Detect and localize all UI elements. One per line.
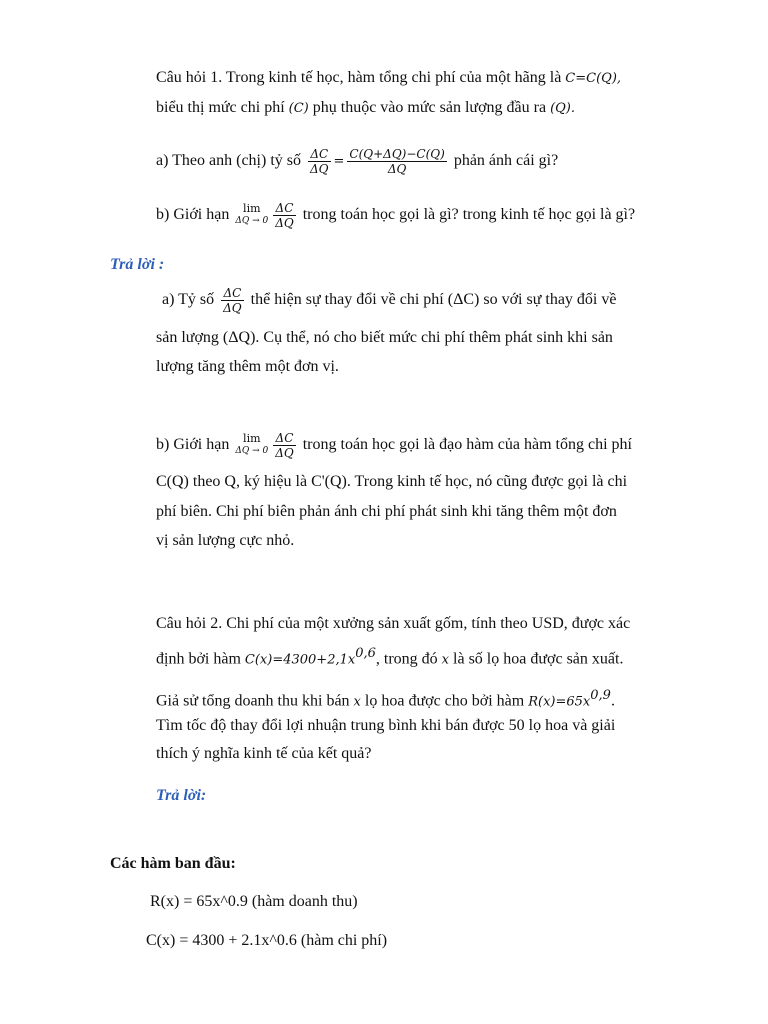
answer1-a-pre: a) Tỷ số xyxy=(162,291,219,308)
answer1-b-line1 xyxy=(156,428,632,462)
q2-line2-var: x xyxy=(441,652,450,668)
q2-line2-post: là số lọ hoa được sản xuất. xyxy=(449,650,624,668)
q2-line3-pre: Giả sử tổng doanh thu khi bán xyxy=(156,692,354,710)
answer1-a-denominator: ΔQ xyxy=(223,300,242,315)
q2-line2-mid: , trong đó xyxy=(375,650,442,668)
q1-line1 xyxy=(156,68,621,89)
q1-part-b-tail: trong toán học gọi là gì? trong kinh tế học gọi là gì? xyxy=(298,206,636,223)
q1-limit-numerator: ΔC xyxy=(273,201,296,216)
answer1-a-line3: lượng tăng thêm một đơn vị. xyxy=(156,358,339,375)
q1-ratio-numerator: ΔC xyxy=(308,147,331,162)
functions-heading: Các hàm ban đầu: xyxy=(110,855,236,872)
q1-cost-function: C=C(Q), xyxy=(565,71,622,86)
q1-part-a-text: a) Theo anh (chị) tỷ số xyxy=(156,152,305,169)
q2-revenue-function: R(x)=65x xyxy=(528,694,591,710)
cost-function: C(x) = 4300 + 2.1x^0.6 (hàm chi phí) xyxy=(146,932,388,949)
q2-line3-post: . xyxy=(610,692,615,710)
answer1-a-post: thể hiện sự thay đổi về chi phí (ΔC) so với sự thay đổi về xyxy=(246,291,617,308)
q1-limit-fraction xyxy=(273,201,296,230)
q1-line2-text-b: phụ thuộc vào mức sản lượng đầu ra xyxy=(308,99,551,116)
answer1-a-line2: sản lượng (ΔQ). Cụ thể, nó cho biết mức chi phí thêm phát sinh khi sản xyxy=(156,329,613,346)
q1-line1-text: Câu hỏi 1. Trong kinh tế học, hàm tổng chi phí của một hãng là xyxy=(156,69,566,86)
answer1-b-denominator: ΔQ xyxy=(275,445,294,460)
q1-limit-bottom: ΔQ → 0 xyxy=(235,216,269,227)
q1-ratio-fraction xyxy=(308,147,331,176)
answer1-b-post: trong toán học gọi là đạo hàm của hàm tổng chi phí xyxy=(298,436,632,453)
answer1-b-pre: b) Giới hạn xyxy=(156,436,234,453)
q2-line4: Tìm tốc độ thay đổi lợi nhuận trung bình khi bán được 50 lọ hoa và giải xyxy=(156,717,616,734)
answer1-label: Trả lời : xyxy=(110,256,165,273)
answer1-a-fraction xyxy=(221,286,244,315)
answer2-label: Trả lời: xyxy=(156,787,207,804)
q1-line2 xyxy=(156,98,575,119)
q1-difference-fraction xyxy=(347,147,446,176)
q2-line2 xyxy=(156,644,623,670)
q1-ratio-denominator: ΔQ xyxy=(310,161,329,176)
q2-line3-var: x xyxy=(353,694,361,710)
q2-line2-pre: định bởi hàm xyxy=(156,650,245,668)
q1-line2-math-q: (Q). xyxy=(550,101,575,116)
q1-limit-top: lim xyxy=(243,202,261,216)
answer1-b-line4: vị sản lượng cực nhỏ. xyxy=(156,532,295,549)
q1-equals: = xyxy=(333,154,345,169)
answer1-b-limit-top: lim xyxy=(243,432,261,446)
answer1-a-numerator: ΔC xyxy=(221,286,244,301)
q1-part-b-text: b) Giới hạn xyxy=(156,206,234,223)
q1-difference-numerator: C(Q+ΔQ)−C(Q) xyxy=(349,146,445,161)
answer1-b-limit-bottom: ΔQ → 0 xyxy=(235,446,269,457)
q1-limit xyxy=(235,203,268,227)
q1-line2-text-a: biểu thị mức chi phí xyxy=(156,99,289,116)
answer1-b-fraction xyxy=(273,431,296,460)
answer1-b-line2: C(Q) theo Q, ký hiệu là C'(Q). Trong kinh tế học, nó cũng được gọi là chi xyxy=(156,473,628,490)
q2-revenue-exponent: 0,9 xyxy=(590,688,611,703)
answer1-b-line3: phí biên. Chi phí biên phản ánh chi phí phát sinh khi tăng thêm một đơn xyxy=(156,503,617,520)
q2-line3 xyxy=(156,686,615,712)
q2-line3-mid: lọ hoa được cho bởi hàm xyxy=(360,692,529,710)
q2-line5: thích ý nghĩa kinh tế của kết quả? xyxy=(156,745,372,762)
q2-cost-function: C(x)=4300+2,1x xyxy=(244,652,356,668)
q1-part-a-tail: phản ánh cái gì? xyxy=(449,152,559,169)
q1-line2-math-c: (C) xyxy=(288,101,309,116)
revenue-function: R(x) = 65x^0.9 (hàm doanh thu) xyxy=(150,893,358,910)
q1-part-a xyxy=(156,146,558,177)
answer1-b-numerator: ΔC xyxy=(273,431,296,446)
q1-part-b xyxy=(156,198,635,232)
q1-limit-denominator: ΔQ xyxy=(275,215,294,230)
q2-cost-exponent: 0,6 xyxy=(355,646,376,661)
answer1-a-line1 xyxy=(162,284,616,316)
q2-line1: Câu hỏi 2. Chi phí của một xưởng sản xuất gốm, tính theo USD, được xác xyxy=(156,615,631,632)
answer1-b-limit xyxy=(235,433,268,457)
q1-difference-denominator: ΔQ xyxy=(387,161,407,176)
